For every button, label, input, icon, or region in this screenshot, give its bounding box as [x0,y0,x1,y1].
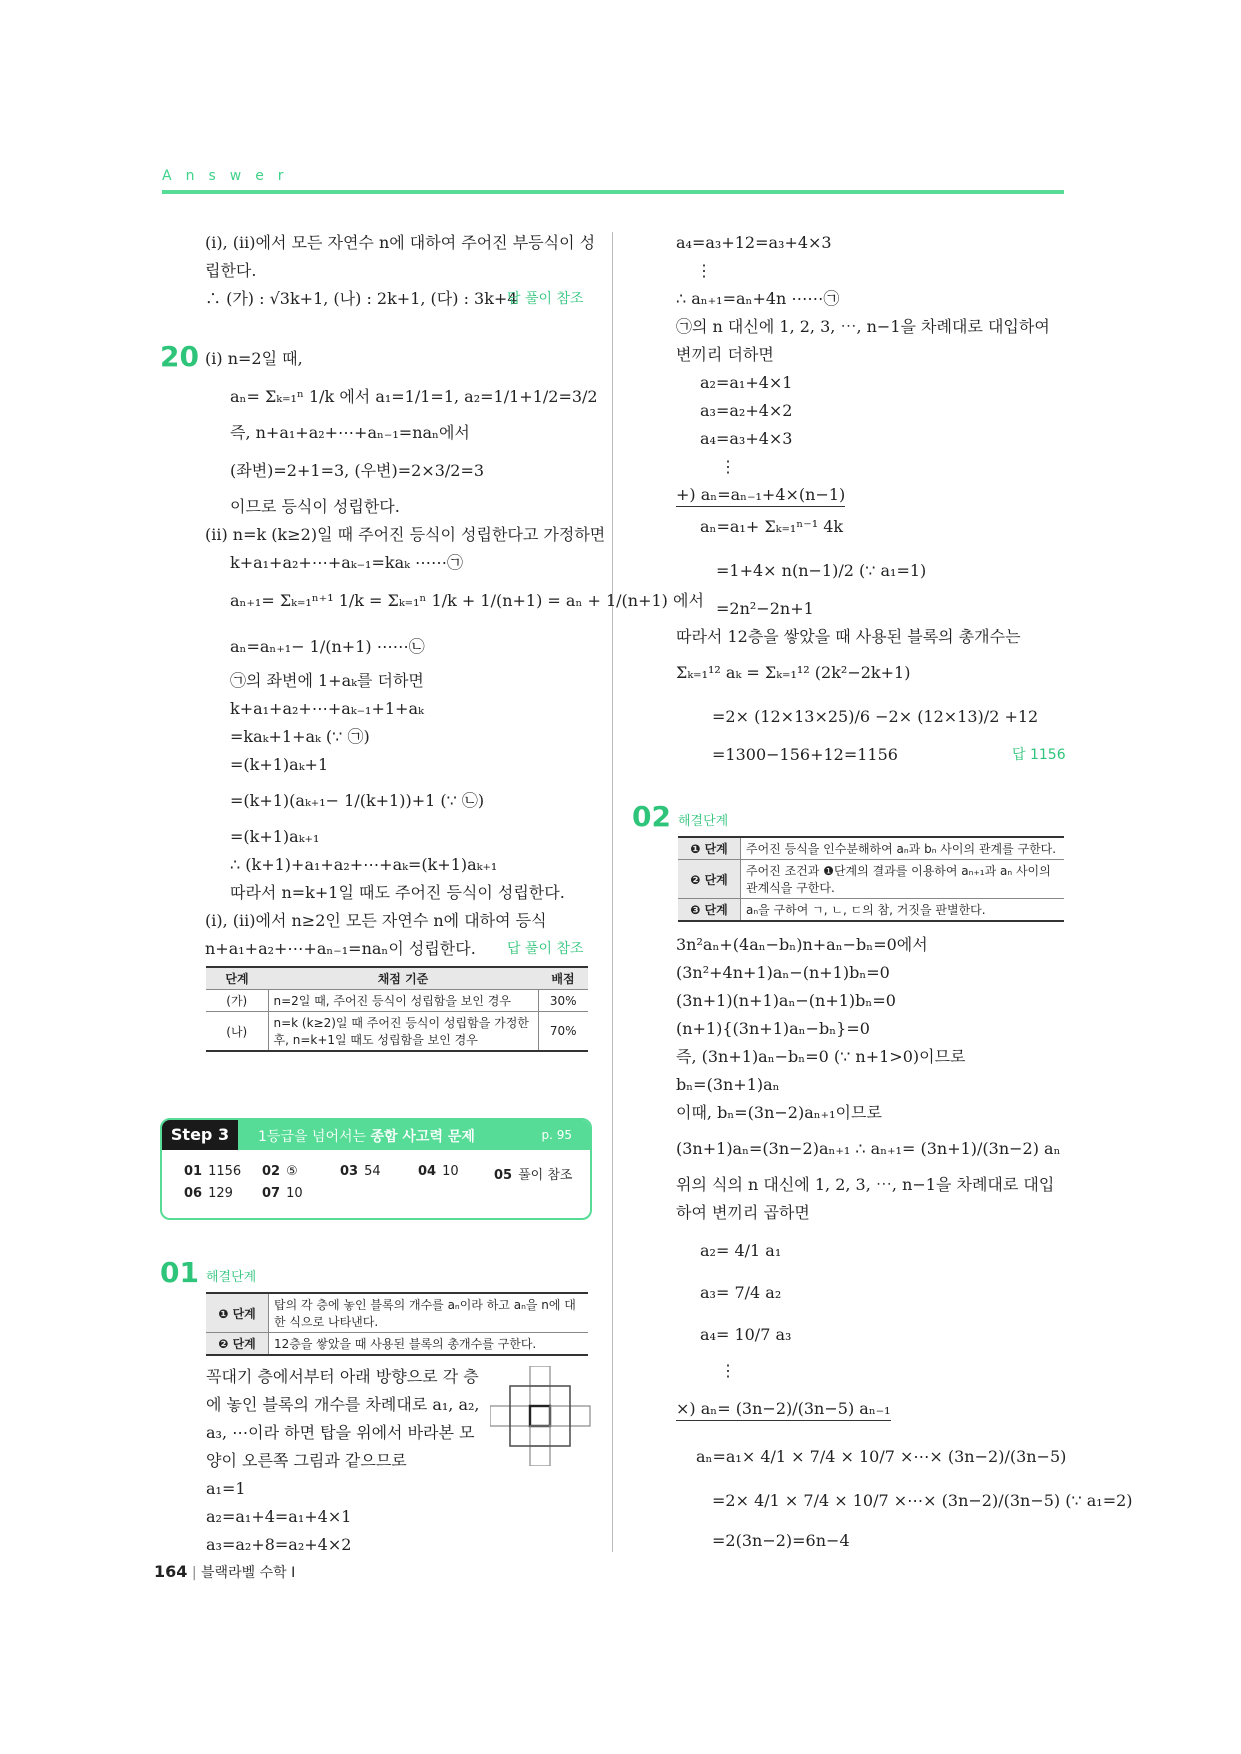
footer-divider: | [191,1565,202,1581]
math-line: +) aₙ=aₙ₋₁+4×(n−1) [676,484,845,507]
answer-reference: 답 풀이 참조 [507,941,584,957]
table-row [678,837,1064,860]
book-title: 블랙라벨 수학 Ⅰ [201,1565,296,1581]
text-line: (ⅰ), (ⅱ)에서 n≥2인 모든 자연수 n에 대하여 등식 [205,911,547,930]
text-line: ∴ (가) : √3k+1, (나) : 2k+1, (다) : 3k+4 [205,289,518,308]
text-line: 이므로 등식이 성립한다. [230,497,400,516]
math-line: aₙ= Σₖ₌₁ⁿ 1/k 에서 a₁=1/1=1, a₂=1/1+1/2=3/2 [230,387,598,406]
step3-page: p. 95 [541,1128,572,1142]
step3-title-main: 종합 사고력 문제 [370,1129,475,1145]
table-cell-criteria: n=2일 때, 주어진 등식이 성립함을 보인 경우 [268,990,538,1012]
text-line: 립한다. [205,261,257,280]
math-line: k+a₁+a₂+⋯+aₖ₋₁+1+aₖ [230,699,424,718]
math-line: 즉, (3n+1)aₙ−bₙ=0 (∵ n+1>0)이므로 [676,1047,966,1066]
math-line: a₄=a₃+4×3 [700,429,793,448]
math-line: =(k+1)aₖ+1 [230,755,329,774]
math-line: Σₖ₌₁¹² aₖ = Σₖ₌₁¹² (2k²−2k+1) [676,663,911,682]
math-line: ⋮ [696,261,712,280]
step-text: aₙ을 구하여 ㄱ, ㄴ, ㄷ의 참, 거짓을 판별한다. [741,899,1065,922]
step3-title [258,1126,475,1146]
math-line: ⋮ [720,457,736,476]
solution-steps-tag: 해결단계 [678,814,729,829]
step3-label: Step 3 [162,1120,238,1150]
math-line: a₃=a₂+4×2 [700,401,793,420]
math-line: =kaₖ+1+aₖ (∵ ㉠) [230,727,370,746]
problem-number: 02 [632,800,671,833]
math-line: 이때, bₙ=(3n−2)aₙ₊₁이므로 [676,1103,882,1122]
problem-number: 01 [160,1256,199,1289]
math-line: aₙ=aₙ₊₁− 1/(n+1) ⋯⋯㉡ [230,637,425,656]
table-cell-points: 70% [538,1012,588,1052]
step-label: ❶ 단계 [206,1293,269,1333]
table-cell-points: 30% [538,990,588,1012]
math-line: a₁=1 [206,1479,246,1498]
text-line: 위의 식의 n 대신에 1, 2, 3, ⋯, n−1을 차례대로 대입 [676,1175,1055,1194]
math-line: =2n²−2n+1 [716,599,814,618]
scoring-table [206,966,588,1052]
math-line: =2× 4/1 × 7/4 × 10/7 ×⋯× (3n−2)/(3n−5) (∵ a₁=2) [712,1491,1133,1510]
column-divider [612,232,613,1552]
solution-steps-table [678,836,1064,922]
math-line: ⋮ [720,1361,736,1380]
table-row [206,1333,588,1356]
math-line: =(k+1)(aₖ₊₁− 1/(k+1))+1 (∵ ㉡) [230,791,485,810]
math-line: =2(3n−2)=6n−4 [712,1531,850,1550]
step3-answer-box [160,1118,592,1220]
answer-item: 03 54 [340,1164,381,1179]
answer-item: 06 129 [184,1186,233,1201]
step-label: ❶ 단계 [678,837,741,860]
table-cell-step: (나) [206,1012,268,1052]
tower-top-view-figure [490,1366,600,1466]
header-title: Answer [162,168,298,184]
math-line: =2× (12×13×25)/6 −2× (12×13)/2 +12 [712,707,1039,726]
text-line: 따라서 12층을 쌓았을 때 사용된 블록의 총개수는 [676,627,1021,646]
table-row [206,1293,588,1333]
answer-reference: 답 풀이 참조 [507,291,584,307]
solution-steps-table [206,1292,588,1356]
answer-value: 답 1156 [1012,747,1066,763]
math-line: (3n²+4n+1)aₙ−(n+1)bₙ=0 [676,963,890,982]
page-number: 164 [154,1562,188,1581]
page-footer [154,1562,295,1582]
math-line: aₙ=a₁× 4/1 × 7/4 × 10/7 ×⋯× (3n−2)/(3n−5) [696,1447,1067,1466]
step-text: 탑의 각 층에 놓인 블록의 개수를 aₙ이라 하고 aₙ을 n에 대한 식으로 나타낸다. [269,1293,589,1333]
math-line: (3n+1)(n+1)aₙ−(n+1)bₙ=0 [676,991,896,1010]
math-line: =1+4× n(n−1)/2 (∵ a₁=1) [716,561,927,580]
header-rule [162,190,1064,194]
math-line: ×) aₙ= (3n−2)/(3n−5) aₙ₋₁ [676,1398,891,1421]
math-line: 즉, n+a₁+a₂+⋯+aₙ₋₁=naₙ에서 [230,423,470,442]
problem-number: 20 [160,340,199,373]
math-line: =(k+1)aₖ₊₁ [230,827,320,846]
math-line: a₂=a₁+4×1 [700,373,793,392]
text-line: 에 놓인 블록의 개수를 차례대로 a₁, a₂, [206,1395,480,1414]
solution-steps-tag: 해결단계 [206,1270,257,1285]
math-line: k+a₁+a₂+⋯+aₖ₋₁=kaₖ ⋯⋯㉠ [230,553,464,572]
step-label: ❷ 단계 [678,860,741,899]
answer-item: 07 10 [262,1186,303,1201]
math-line: =1300−156+12=1156 [712,745,898,764]
text-line: (ⅰ) n=2일 때, [205,349,303,368]
math-line: a₃=a₂+8=a₂+4×2 [206,1535,352,1554]
math-line: (3n+1)aₙ=(3n−2)aₙ₊₁ ∴ aₙ₊₁= (3n+1)/(3n−2) aₙ [676,1139,1061,1158]
text-line: (ⅰ), (ⅱ)에서 모든 자연수 n에 대하여 주어진 부등식이 성 [205,233,596,252]
text-line: a₃, ⋯이라 하면 탑을 위에서 바라본 모 [206,1423,475,1442]
text-line: 하여 변끼리 곱하면 [676,1203,810,1222]
math-line: (좌변)=2+1=3, (우변)=2×3/2=3 [230,461,485,480]
table-header: 채점 기준 [268,967,538,990]
table-header: 단계 [206,967,268,990]
step-label: ❷ 단계 [206,1333,269,1356]
text-line: (ⅱ) n=k (k≥2)일 때 주어진 등식이 성립한다고 가정하면 [205,525,606,544]
math-line: ∴ aₙ₊₁=aₙ+4n ⋯⋯㉠ [676,289,840,308]
math-line: 3n²aₙ+(4aₙ−bₙ)n+aₙ−bₙ=0에서 [676,935,928,954]
table-row [206,1012,588,1052]
math-line: (n+1){(3n+1)aₙ−bₙ}=0 [676,1019,870,1038]
table-row [678,899,1064,922]
step-text: 주어진 조건과 ❶단계의 결과를 이용하여 aₙ₊₁과 aₙ 사이의 관계식을 구한다. [741,860,1065,899]
text-line: ㉠의 n 대신에 1, 2, 3, ⋯, n−1을 차례대로 대입하여 [676,317,1050,336]
answer-item: 04 10 [418,1164,459,1179]
text-line: 변끼리 더하면 [676,345,774,364]
math-line: a₃= 7/4 a₂ [700,1283,782,1302]
step3-title-prefix: 1등급을 넘어서는 [258,1129,367,1145]
math-line: n+a₁+a₂+⋯+aₙ₋₁=naₙ이 성립한다. [205,939,476,958]
table-cell-step: (가) [206,990,268,1012]
math-line: a₄= 10/7 a₃ [700,1325,792,1344]
math-line: a₄=a₃+12=a₃+4×3 [676,233,832,252]
text-line: 양이 오른쪽 그림과 같으므로 [206,1451,407,1470]
math-line: bₙ=(3n+1)aₙ [676,1075,780,1094]
step-label: ❸ 단계 [678,899,741,922]
text-line: 꼭대기 층에서부터 아래 방향으로 각 층 [206,1367,479,1386]
math-line: a₂=a₁+4=a₁+4×1 [206,1507,352,1526]
table-row [206,990,588,1012]
table-row [678,860,1064,899]
table-header: 배점 [538,967,588,990]
answer-item: 01 1156 [184,1164,242,1179]
text-line: ㉠의 좌변에 1+aₖ를 더하면 [230,671,424,690]
step-text: 주어진 등식을 인수분해하여 aₙ과 bₙ 사이의 관계를 구한다. [741,837,1065,860]
math-line: ∴ (k+1)+a₁+a₂+⋯+aₖ=(k+1)aₖ₊₁ [230,855,498,874]
step-text: 12층을 쌓았을 때 사용된 블록의 총개수를 구한다. [269,1333,589,1356]
answer-item: 05 풀이 참조 [494,1168,573,1183]
math-line: a₂= 4/1 a₁ [700,1241,782,1260]
text-line: 따라서 n=k+1일 때도 주어진 등식이 성립한다. [230,883,565,902]
table-cell-criteria: n=k (k≥2)일 때 주어진 등식이 성립함을 가정한 후, n=k+1일 때도 성립함을 보인 경우 [268,1012,538,1052]
math-line: aₙ=a₁+ Σₖ₌₁ⁿ⁻¹ 4k [700,517,844,536]
answer-item: 02 ⑤ [262,1164,298,1179]
math-line: aₙ₊₁= Σₖ₌₁ⁿ⁺¹ 1/k = Σₖ₌₁ⁿ 1/k + 1/(n+1) = aₙ + 1/(n+1) 에서 [230,591,704,610]
